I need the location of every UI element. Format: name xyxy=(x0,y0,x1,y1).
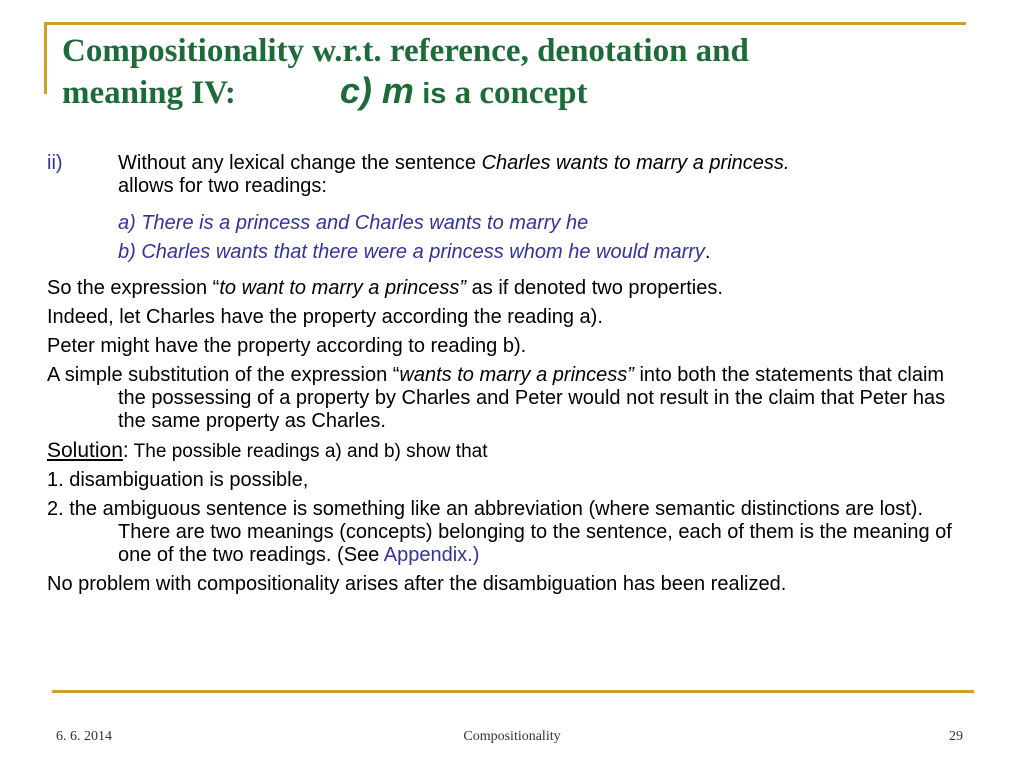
footer-page-number: 29 xyxy=(949,729,963,744)
title-line-2-prefix: meaning IV: xyxy=(62,75,236,111)
section-ii-text: Without any lexical change the sentence Charles wants to marry a princess. allows for two readings: xyxy=(118,152,790,197)
appendix-link[interactable]: Appendix.) xyxy=(383,544,480,566)
footer-title: Compositionality xyxy=(463,729,561,744)
solution-label: Solution xyxy=(47,439,123,462)
section-ii-label: ii) xyxy=(47,152,63,174)
reading-b: b) Charles wants that there were a princess whom he would marry. xyxy=(118,241,711,263)
reading-a: a) There is a princess and Charles wants to marry he xyxy=(118,212,589,234)
title-is: is xyxy=(422,78,447,110)
paragraph-2: Indeed, let Charles have the property according the reading a). xyxy=(47,306,603,328)
decorative-top-rule xyxy=(44,22,966,25)
paragraph-1: So the expression “to want to marry a princess” as if denoted two properties. xyxy=(47,277,723,299)
title-line-2-rest: a concept xyxy=(454,75,588,111)
decorative-vertical-rule xyxy=(44,22,47,94)
decorative-bottom-rule xyxy=(52,690,974,693)
paragraph-5: 1. disambiguation is possible, xyxy=(47,469,309,491)
paragraph-3: Peter might have the property according to reading b). xyxy=(47,335,527,357)
footer-date: 6. 6. 2014 xyxy=(56,729,112,744)
slide-body xyxy=(47,152,977,596)
paragraph-6: 2. the ambiguous sentence is something like an abbreviation (where semantic distinctions are lost). There are two meanings (concepts) belonging to the sentence, each of them is the meaning of one of the two readings. (See Appendix.) xyxy=(47,498,952,566)
example-sentence: Charles wants to marry a princess. xyxy=(481,152,790,174)
paragraph-7: No problem with compositionality arises after the disambiguation has been realized. xyxy=(47,573,787,595)
paragraph-4: A simple substitution of the expression “wants to marry a princess” into both the statements that claim the possessing of a property by Charles and Peter would not result in the claim that Peter has the same property as Charles. xyxy=(47,364,946,432)
title-line-1: Compositionality w.r.t. reference, denotation and xyxy=(62,33,749,69)
solution-line: Solution: The possible readings a) and b) show that xyxy=(47,439,488,462)
slide-title xyxy=(62,32,962,114)
section-ii xyxy=(47,152,977,198)
title-variable-m: c) m xyxy=(339,70,414,111)
